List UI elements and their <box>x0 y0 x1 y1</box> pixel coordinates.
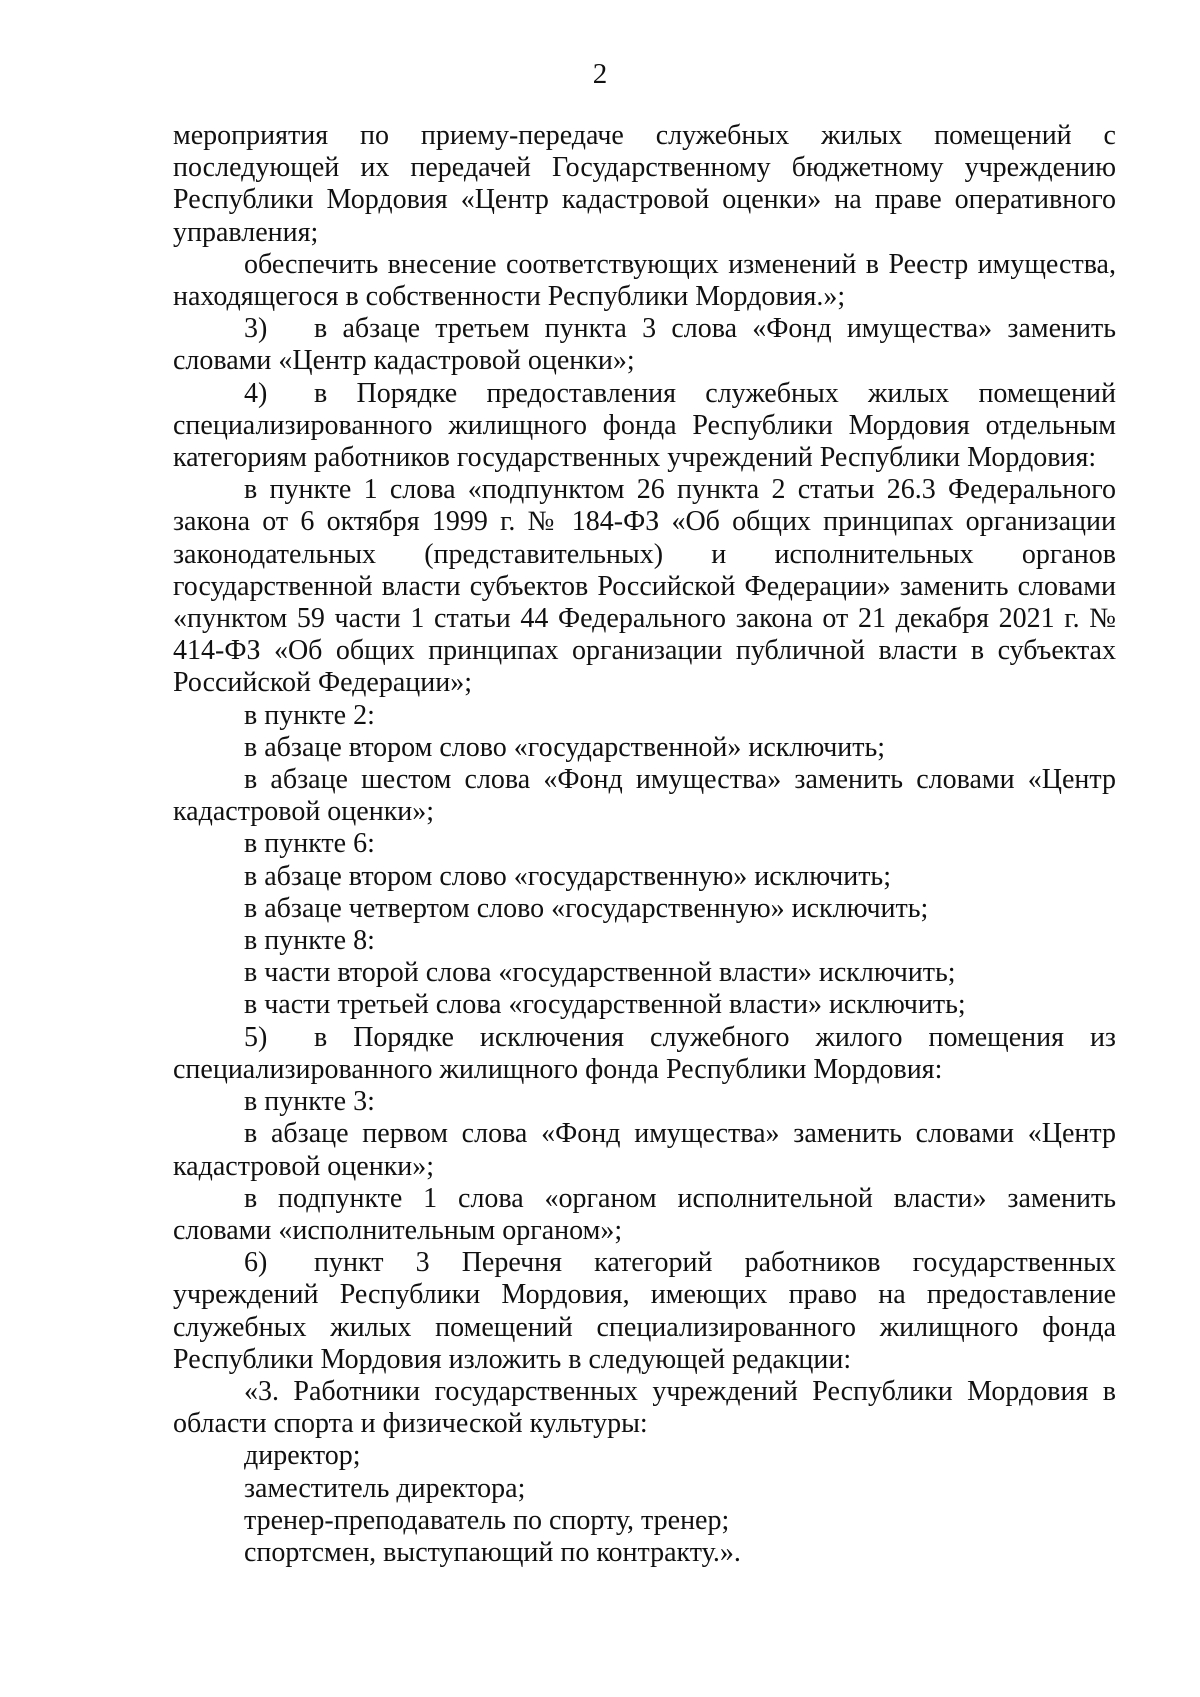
paragraph: в абзаце четвертом слово «государственную» исключить; <box>244 892 929 924</box>
paragraph: в пункте 2: <box>244 699 375 731</box>
item-number: 5) <box>244 1021 268 1053</box>
item-number: 4) <box>244 377 268 409</box>
paragraph: в абзаце первом слова «Фонд имущества» заменить словами «Центр кадастровой оценки»; <box>173 1118 1116 1182</box>
paragraph: «3. Работники государственных учреждений Республики Мордовия в области спорта и физической культуры: <box>173 1375 1116 1440</box>
numbered-paragraph <box>173 1247 1116 1376</box>
paragraph: в пункте 8: <box>244 925 375 957</box>
list-item: заместитель директора; <box>244 1472 526 1504</box>
document-body <box>173 120 1116 1569</box>
numbered-paragraph <box>173 1022 1116 1086</box>
item-number: 3) <box>244 313 268 345</box>
list-item: тренер-преподаватель по спорту, тренер; <box>244 1504 730 1536</box>
paragraph: в части второй слова «государственной власти» исключить; <box>244 957 956 989</box>
paragraph: в абзаце втором слово «государственную» исключить; <box>244 860 891 892</box>
paragraph: в абзаце шестом слова «Фонд имущества» заменить словами «Центр кадастровой оценки»; <box>173 764 1116 828</box>
paragraph-continuation: мероприятия по приему-передаче служебных жилых помещений с последующей их передачей Государственному бюджетному учреждению Республики Мордовия «Центр кадастровой оценки» на праве оперативного управления; <box>173 120 1116 248</box>
numbered-paragraph <box>173 378 1116 475</box>
item-number: 6) <box>244 1247 268 1279</box>
list-item: директор; <box>244 1440 361 1472</box>
paragraph-text: в абзаце третьем пункта 3 слова «Фонд имущества» заменить словами «Центр кадастровой оценки»; <box>173 313 1116 377</box>
paragraph: в части третьей слова «государственной власти» исключить; <box>244 989 966 1021</box>
paragraph: обеспечить внесение соответствующих изменений в Реестр имущества, находящегося в собственности Республики Мордовия.»; <box>173 248 1116 313</box>
paragraph-text: пункт 3 Перечня категорий работников государственных учреждений Республики Мордовия, имеющих право на предоставление служебных жилых помещений специализированного жилищного фонда Республики Мордовия изложить в следующей редакции: <box>173 1247 1116 1375</box>
numbered-paragraph <box>173 313 1116 377</box>
paragraph-text: в Порядке исключения служебного жилого помещения из специализированного жилищного фонда Республики Мордовия: <box>173 1021 1116 1085</box>
paragraph: в пункте 1 слова «подпунктом 26 пункта 2 статьи 26.3 Федерального закона от 6 октября 1999 г. № 184-ФЗ «Об общих принципах организации законодательных (представительных) и исполнительных органов государственной власти субъектов Российской Федерации» заменить словами «пунктом 59 части 1 статьи 44 Федерального закона от 21 декабря 2021 г. № 414-ФЗ «Об общих принципах организации публичной власти в субъектах Российской Федерации»; <box>173 474 1116 699</box>
paragraph: в абзаце втором слово «государственной» исключить; <box>244 731 886 763</box>
paragraph: в подпункте 1 слова «органом исполнительной власти» заменить словами «исполнительным органом»; <box>173 1182 1116 1246</box>
paragraph: в пункте 3: <box>244 1086 375 1118</box>
page-number: 2 <box>592 58 608 90</box>
paragraph: в пункте 6: <box>244 828 375 860</box>
list-item: спортсмен, выступающий по контракту.». <box>244 1536 741 1568</box>
paragraph-text: в Порядке предоставления служебных жилых помещений специализированного жилищного фонда Республики Мордовия отдельным категориям работников государственных учреждений Республики Мордовия: <box>173 377 1116 474</box>
